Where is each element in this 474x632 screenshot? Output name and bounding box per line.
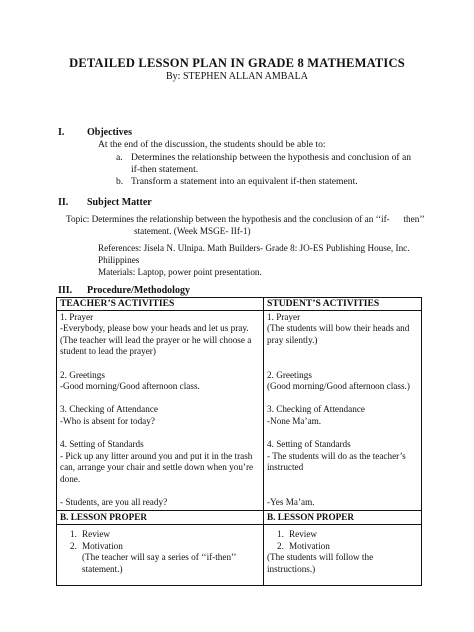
teacher-motivation-note-cont: statement.)	[82, 564, 123, 575]
objective-letter-b: b.	[116, 176, 124, 187]
student-ready-answer: -Yes Ma’am.	[267, 497, 315, 508]
student-review-label: Review	[289, 529, 318, 540]
student-greetings-line: (Good morning/Good afternoon class.)	[267, 381, 410, 392]
student-lesson-proper-heading: B. LESSON PROPER	[264, 510, 422, 525]
header-student-activities: STUDENT’S ACTIVITIES	[264, 298, 422, 311]
teacher-lesson-proper-cell	[57, 525, 264, 586]
student-motivation-note: (The students will follow the	[267, 552, 374, 563]
teacher-prayer-note: (The teacher will lead the prayer or he will choose a	[60, 334, 252, 345]
table-header-row	[57, 298, 422, 311]
teacher-lesson-proper-heading: B. LESSON PROPER	[57, 510, 264, 525]
teacher-standards-line3: done.	[60, 473, 81, 484]
teacher-attendance-line: -Who is absent for today?	[60, 415, 155, 426]
student-lesson-proper-list	[267, 529, 418, 552]
teacher-attendance-heading: 3. Checking of Attendance	[60, 404, 158, 415]
list-number: 2.	[277, 540, 284, 551]
teacher-ready-question: - Students, are you all ready?	[60, 497, 168, 508]
teacher-greetings-heading: 2. Greetings	[60, 369, 105, 380]
student-lesson-proper-cell	[264, 525, 422, 586]
topic-line1: Topic: Determines the relationship between the hypothesis and the conclusion of an ‘‘if- then’’	[66, 214, 425, 224]
section-number-procedure: III.	[58, 285, 73, 296]
section-title-subject-matter: Subject Matter	[87, 197, 152, 208]
section-title-objectives: Objectives	[87, 127, 132, 138]
author-byline: By: STEPHEN ALLAN AMBALA	[166, 71, 308, 82]
student-motivation-note-cont: instructions.)	[267, 564, 316, 575]
teacher-prayer-heading: 1. Prayer	[60, 311, 94, 322]
student-prayer-heading: 1. Prayer	[267, 311, 301, 322]
teacher-standards-heading: 4. Setting of Standards	[60, 439, 144, 450]
section-number-subject-matter: II.	[58, 197, 69, 208]
student-prayer-line-cont: pray silently.)	[267, 334, 318, 345]
objective-a-line2: if-then statement.	[131, 164, 199, 175]
table-row-lesson-proper-heading	[57, 510, 422, 525]
objective-b-line1: Transform a statement into an equivalent if-then statement.	[131, 176, 358, 187]
student-standards-heading: 4. Setting of Standards	[267, 439, 351, 450]
objective-letter-a: a.	[116, 152, 123, 163]
student-prayer-line: (The students will bow their heads and	[267, 323, 410, 334]
student-standards-line1: - The students will do as the teacher’s	[267, 450, 406, 461]
teacher-motivation-label: Motivation	[82, 540, 123, 551]
activities-table	[56, 297, 422, 586]
list-item	[60, 541, 260, 553]
teacher-motivation-note: (The teacher will say a series of ‘‘if-then’’	[82, 552, 237, 563]
teacher-greetings-line: -Good morning/Good afternoon class.	[60, 381, 200, 392]
list-item	[267, 529, 418, 541]
references-line2: Philippines	[98, 255, 140, 265]
objective-a-line1: Determines the relationship between the hypothesis and conclusion of an	[131, 152, 412, 163]
teacher-review-label: Review	[82, 529, 111, 540]
objectives-intro: At the end of the discussion, the students should be able to:	[98, 139, 326, 150]
section-title-procedure: Procedure/Methodology	[87, 285, 190, 296]
student-attendance-line: -None Ma’am.	[267, 415, 322, 426]
table-row-lesson-proper	[57, 525, 422, 586]
teacher-prayer-line: -Everybody, please bow your heads and let us pray.	[60, 323, 249, 334]
student-standards-line2: instructed	[267, 462, 304, 473]
topic-line2: statement. (Week MSGE- IIf-1)	[134, 226, 251, 236]
student-attendance-heading: 3. Checking of Attendance	[267, 404, 365, 415]
list-number: 2.	[70, 540, 77, 551]
list-number: 1.	[277, 529, 284, 540]
references-line1: References: Jisela N. Ulnipa. Math Builders- Grade 8: JO-ES Publishing House, Inc.	[98, 243, 410, 253]
materials-line: Materials: Laptop, power point presentation.	[98, 267, 262, 277]
section-number-objectives: I.	[58, 127, 65, 138]
student-motivation-label: Motivation	[289, 540, 330, 551]
document-title: DETAILED LESSON PLAN IN GRADE 8 MATHEMATICS	[69, 56, 405, 70]
list-item	[60, 529, 260, 541]
student-activities-cell	[264, 310, 422, 510]
teacher-standards-line1: - Pick up any litter around you and put it in the trash	[60, 450, 253, 461]
teacher-lesson-proper-list	[60, 529, 260, 552]
list-item	[267, 541, 418, 553]
list-number: 1.	[70, 529, 77, 540]
header-teacher-activities: TEACHER’S ACTIVITIES	[57, 298, 264, 311]
student-greetings-heading: 2. Greetings	[267, 369, 312, 380]
teacher-activities-cell	[57, 310, 264, 510]
teacher-prayer-note-cont: student to lead the prayer)	[60, 346, 156, 357]
table-row-preliminaries	[57, 310, 422, 510]
teacher-standards-line2: can, arrange your chair and settle down when you’re	[60, 462, 254, 473]
